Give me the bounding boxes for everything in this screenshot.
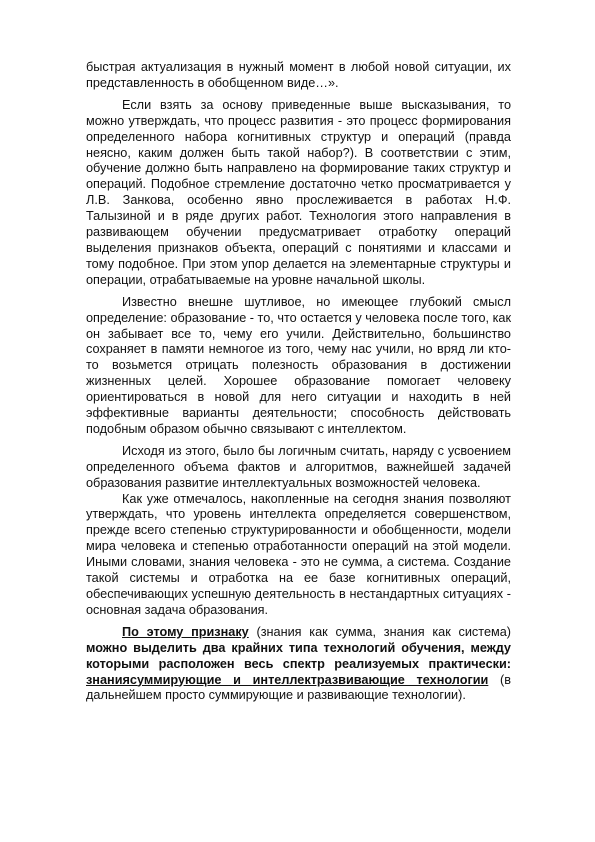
paragraph-education-definition: Известно внешне шутливое, но имеющее глубокий смысл определение: образование - то, что остается у человека после того, как он забывает все то, чему его учили. Действительно, большинство сохраняет в памяти немногое из того, чему нас учили, но вряд ли кто-то возьмется отрицать полезность образования в достижении жизненных целей. Хорошее образование помогает человеку ориентироваться в новой для него ситуации и находить в ней эффективные варианты деятельности; способность действовать подобным образом обычно связывают с интеллектом. [86,294,512,436]
paragraph-knowledge-system: Как уже отмечалось, накопленные на сегодня знания позволяют утверждать, что уровень интеллекта определяется совершенством, прежде всего степенью структурированности и обобщенности, модели мира человека и степенью отработанности операций на этой модели. Иными словами, знания человека - это не сумма, а система. Создание такой системы и отработка на ее базе когнитивных операций, обеспечивающих успешную деятельность в нестандартных ситуациях - основная задача образования. [86,491,511,617]
emphasis-main: можно выделить два крайних типа технологий обучения, между которыми расположен весь спектр реализуемых практически: [86,640,511,671]
emphasis-terms: знаниясуммирующие и интеллектразвивающие технологии [86,672,489,687]
closing-note: (в дальнейшем просто суммирующие и развивающие технологии). [86,672,511,703]
paragraph-intellectual-development: Исходя из этого, было бы логичным считать, наряду с усвоением определенного объема фактов и алгоритмов, важнейшей задачей образования развитие интеллектуальных возможностей человека. [86,443,511,490]
paragraph-continuation: быстрая актуализация в нужный момент в любой новой ситуации, их представленность в обобщенном виде…». [86,60,511,90]
paragraph-cognitive-structures: Если взять за основу приведенные выше высказывания, то можно утверждать, что процесс развития - это процесс формирования определенного набора когнитивных структур и операций (правда неясно, каким должен быть такой набор?). В соответствии с этим, обучение должно быть направлено на формирование таких структур и операций. Подобное стремление достаточно четко просматривается у Л.В. Занкова, особенно явно прослеживается в работах Н.Ф. Талызиной и в ряде других работ. Технология этого направления в развивающем обучении предусматривает отработку операций выделения признаков объекта, операций с понятиями и классами и тому подобное. При этом упор делается на элементарные структуры и операции, отрабатываемые на уровне начальной школы. [86,97,511,287]
paren-note: (знания как сумма, знания как система) [248,624,511,639]
body-text [86,60,511,710]
emphasis-lead: По этому признаку [122,624,249,639]
paragraph-technology-types [86,625,511,705]
